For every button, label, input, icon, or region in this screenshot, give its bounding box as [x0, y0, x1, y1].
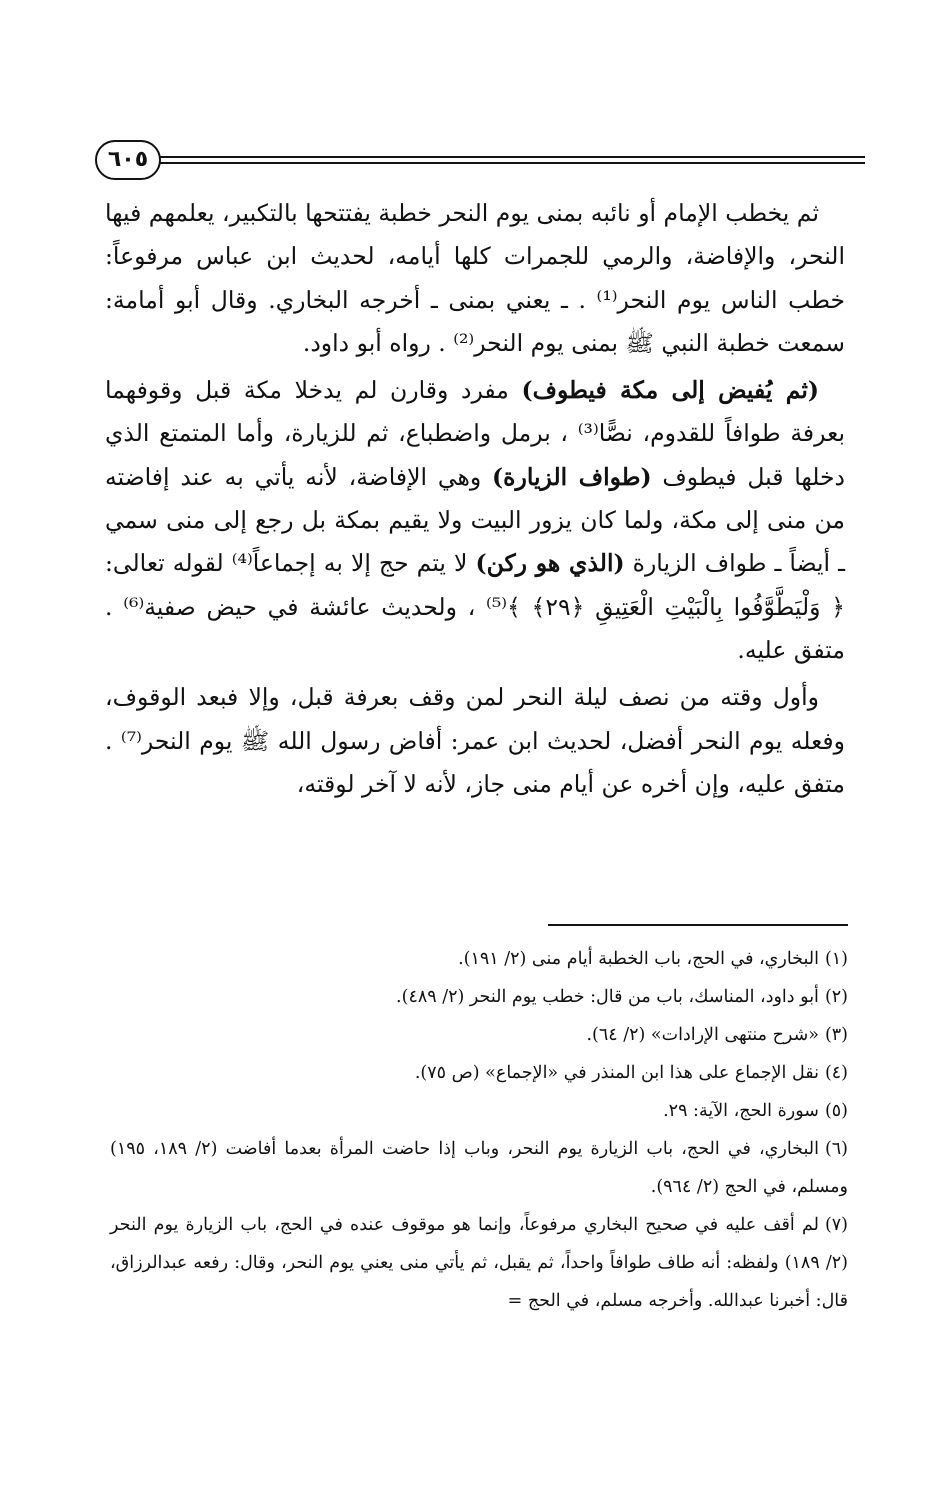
- main-text: [105, 192, 845, 806]
- footnote-separator: [548, 924, 848, 926]
- footnote-3: [110, 1016, 848, 1054]
- footnote-text: لم أقف عليه في صحيح البخاري مرفوعاً، وإنما هو موقوف عنده في الحج، باب الزيارة يوم النحر (٢/ ١٨٩) ولفظه: أنه طاف طوافاً واحداً، ثم يقبل، ثم يأتي منى يعني يوم النحر، وقال: رفعه عبدالرزاق، قال: أخبرنا عبدالله. وأخرجه مسلم، في الحج =: [110, 1215, 848, 1311]
- footnote-text: البخاري، في الحج، باب الخطبة أيام منى (٢/ ١٩١).: [458, 949, 819, 969]
- header-rule-top: [155, 156, 865, 158]
- footnote-2: [110, 978, 848, 1016]
- footnote-number: (٥): [824, 1101, 848, 1121]
- footnote-text: سورة الحج، الآية: ٢٩.: [663, 1101, 819, 1121]
- footnote-number: (٣): [824, 1025, 848, 1045]
- bold-phrase-2: (طواف الزيارة): [492, 462, 652, 491]
- footnote-4: [110, 1054, 848, 1092]
- paragraph-1: ثم يخطب الإمام أو نائبه بمنى يوم النحر خطبة يفتتحها بالتكبير، يعلمهم فيها النحر، والإفاضة، والرمي للجمرات كلها أيامه، لحديث ابن عباس مرفوعاً: خطب الناس يوم النحر⁽¹⁾ . ـ يعني بمنى ـ أخرجه البخاري. وقال أبو أمامة: سمعت خطبة النبي ﷺ بمنى يوم النحر⁽²⁾ . رواه أبو داود.: [105, 199, 845, 357]
- footnote-number: (٧): [824, 1215, 848, 1235]
- footnote-text: «شرح منتهى الإرادات» (٢/ ٦٤).: [586, 1025, 819, 1045]
- footnote-number: (٦): [824, 1139, 848, 1159]
- footnote-7: [110, 1206, 848, 1320]
- footnote-5: [110, 1092, 848, 1130]
- footnotes: [110, 940, 848, 1320]
- footnote-number: (٢): [824, 987, 848, 1007]
- paragraph-2-part-c: لا يتم حج إلا به إجماعاً⁽⁴⁾ لقوله تعالى: ﴿ وَلْيَطَّوَّفُوا بِالْبَيْتِ الْعَتِيقِ ﴿٢٩﴾ ﴾⁽⁵⁾ ، ولحديث عائشة في حيض صفية⁽⁶⁾ . متفق عليه.: [105, 549, 846, 664]
- paragraph-2-part-b: وهي الإفاضة، لأنه يأتي به عند إفاضته من منى إلى مكة، ولما كان يزور البيت ولا يقيم بمكة بل رجع إلى منى سمي ـ أيضاً ـ طواف الزيارة: [105, 462, 845, 578]
- footnote-6: [110, 1130, 848, 1206]
- footnote-number: (١): [824, 949, 848, 969]
- paragraph-2: [105, 369, 845, 672]
- bold-phrase-3: (الذي هو ركن): [475, 549, 625, 578]
- footnote-text: أبو داود، المناسك، باب من قال: خطب يوم النحر (٢/ ٤٨٩).: [396, 987, 819, 1007]
- header-rule-bottom: [155, 162, 865, 164]
- paragraph-2-part-a: مفرد وقارن لم يدخلا مكة قبل وقوفهما بعرفة طوافاً للقدوم، نصًّا⁽³⁾ ، برمل واضطباع، ثم للزيارة، وأما المتمتع الذي دخلها قبل فيطوف: [105, 376, 846, 491]
- footnote-text: البخاري، في الحج، باب الزيارة يوم النحر، وباب إذا حاضت المرأة بعدما أفاضت (٢/ ١٨٩، ١٩٥) ومسلم، في الحج (٢/ ٩٦٤).: [110, 1139, 848, 1197]
- footnote-text: نقل الإجماع على هذا ابن المنذر في «الإجماع» (ص ٧٥).: [414, 1063, 819, 1083]
- footnote-number: (٤): [824, 1063, 848, 1083]
- footnote-1: [110, 940, 848, 978]
- page-number: ٦٠٥: [95, 140, 161, 180]
- bold-phrase-1: (ثم يُفيض إلى مكة فيطوف): [521, 376, 820, 405]
- paragraph-3: وأول وقته من نصف ليلة النحر لمن وقف بعرفة قبل، وإلا فبعد الوقوف، وفعله يوم النحر أفضل، لحديث ابن عمر: أفاض رسول الله ﷺ يوم النحر⁽⁷⁾ . متفق عليه، وإن أخره عن أيام منى جاز، لأنه لا آخر لوقته،: [105, 683, 845, 798]
- page-header: [95, 140, 865, 180]
